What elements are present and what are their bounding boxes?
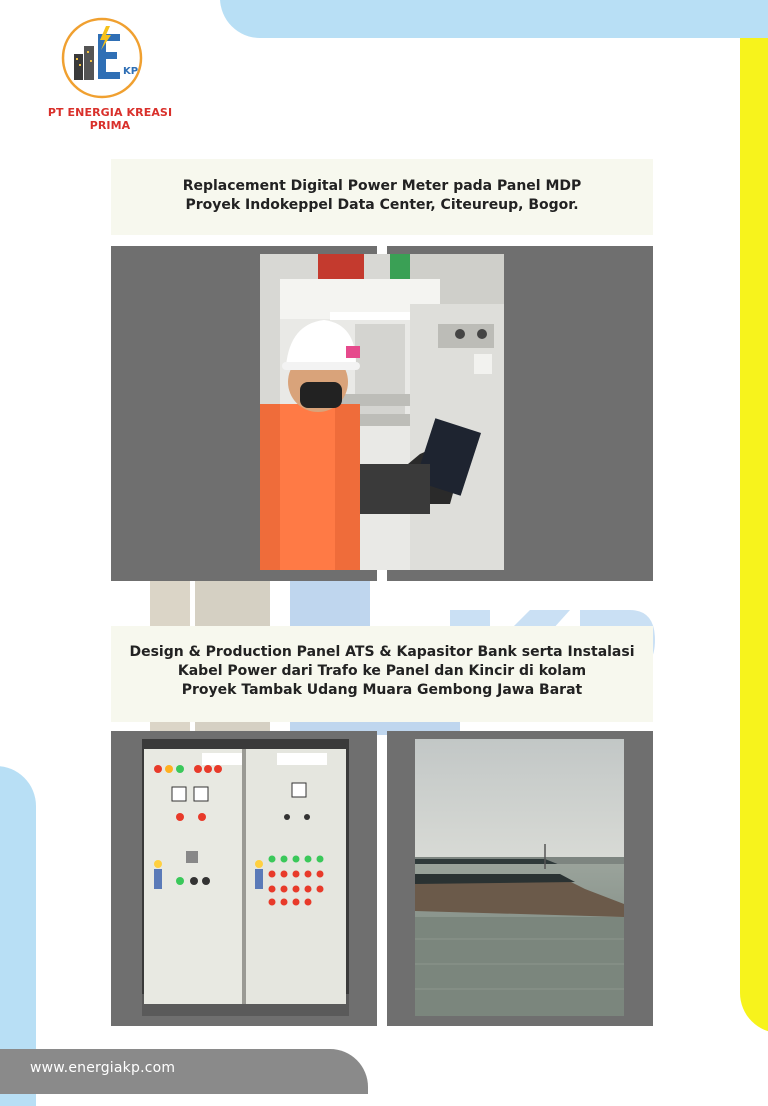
company-logo — [60, 16, 144, 100]
caption-line: Design & Production Panel ATS & Kapasitor Bank serta Instalasi — [129, 644, 635, 660]
caption-line: Kabel Power dari Trafo ke Panel dan Kincir di kolam — [177, 663, 587, 679]
logo-lettering: KP — [123, 66, 139, 77]
photo-ats-capacitor-panels — [142, 739, 349, 1016]
project-1-caption — [111, 159, 653, 235]
top-decor-band — [220, 0, 768, 38]
caption-line: Proyek Indokeppel Data Center, Citeureup, Bogor. — [185, 197, 579, 213]
right-decor-band — [740, 38, 768, 1033]
photo-technician-mdp-panel — [260, 254, 504, 570]
caption-line: Proyek Tambak Udang Muara Gembong Jawa Barat — [181, 682, 583, 698]
caption-line: Replacement Digital Power Meter pada Panel MDP — [182, 178, 582, 194]
company-name: PT ENERGIA KREASI PRIMA — [47, 106, 173, 132]
project-2-caption — [111, 626, 653, 722]
website-link[interactable]: www.energiakp.com — [30, 1060, 176, 1076]
photo-shrimp-pond — [415, 739, 624, 1016]
